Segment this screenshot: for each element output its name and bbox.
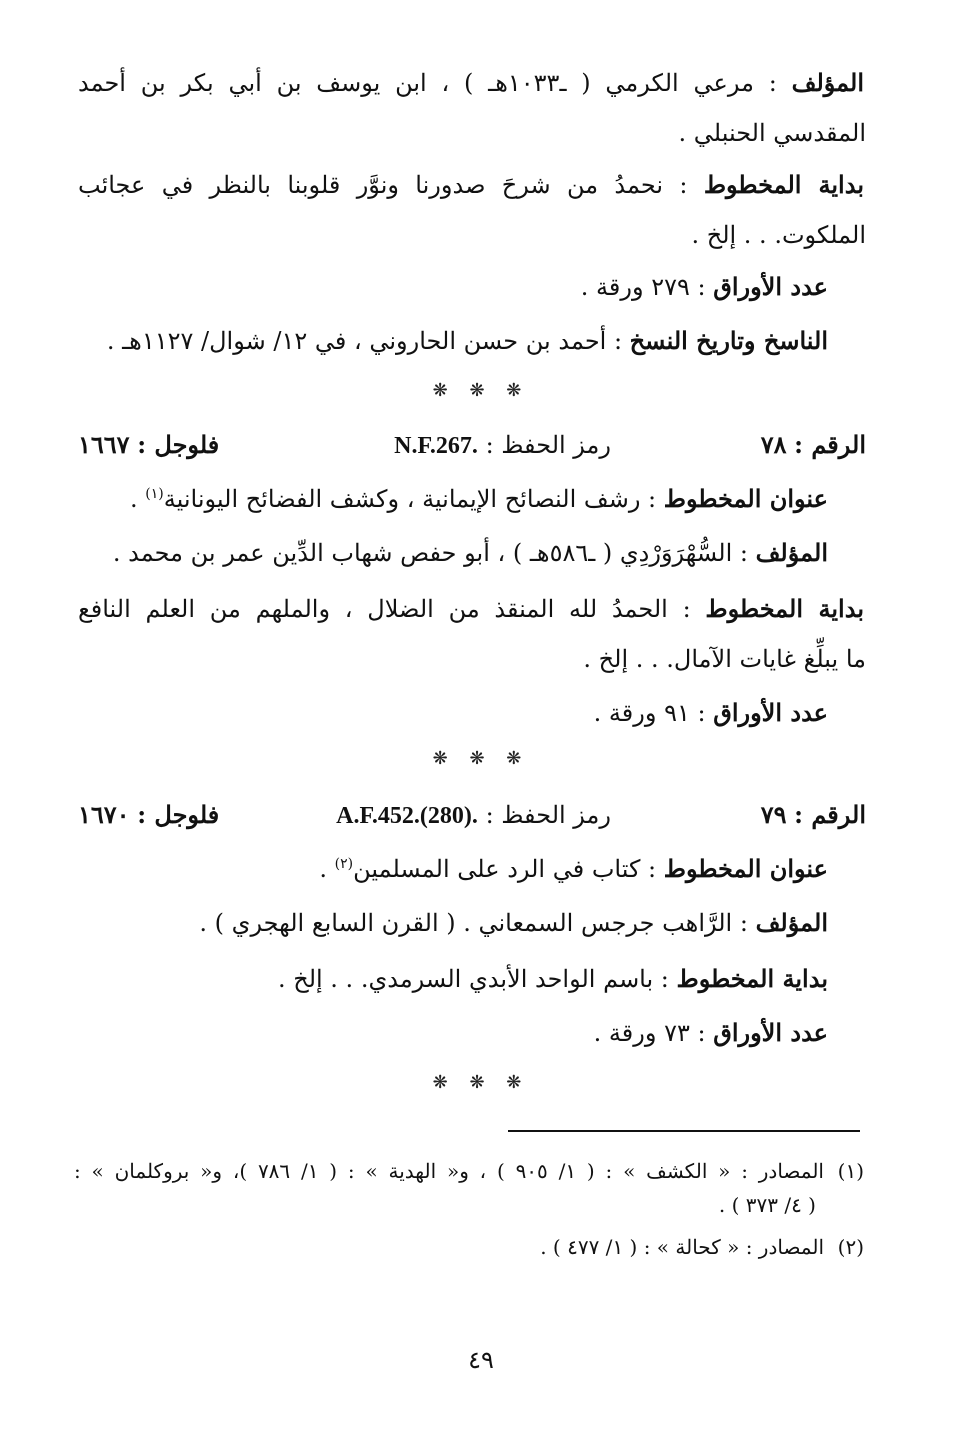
incipit-value: نحمدُ من شرحَ صدورنا ونوَّر قلوبنا بالنظر في عجائب: [78, 171, 664, 199]
entry79-header-row: [78, 798, 866, 832]
footnote-ref-2: (٢): [334, 856, 354, 872]
entry77-folios: عدد الأوراق : ٢٧٩ ورقة .: [580, 272, 828, 301]
entry78-header-row: [78, 428, 866, 462]
entry78-folios: عدد الأوراق : ٩١ ورقة .: [593, 698, 828, 727]
copyist-value: أحمد بن حسن الحاروني ، في ١٢/ شوال/ ١١٢٧هـ .: [106, 327, 607, 355]
folios-value: ٢٧٩ ورقة .: [580, 273, 690, 301]
footnote-ref-1: (١): [145, 486, 164, 502]
entry77-author-line2: المقدسي الحنبلي .: [678, 119, 866, 147]
entry78-author: المؤلف : السُّهْرَوَرْدِي ( ـ٥٨٦هـ ) ، أبو حفص شهاب الدِّين عمر بن محمد .: [112, 538, 828, 567]
footnote-2: (٢)المصادر : « كحالة » : ( ١/ ٤٧٧ ) .: [74, 1232, 864, 1262]
author-label: المؤلف: [791, 68, 865, 97]
entry79-author: المؤلف : الرَّاهب جرجس السمعاني . ( القرن السابع الهجري ) .: [199, 908, 828, 937]
separator: ❋ ❋ ❋: [432, 380, 530, 401]
author-value: مرعي الكرمي ( ـ١٠٣٣هـ ) ، ابن يوسف بن أبي بكر بن أحمد: [78, 69, 754, 97]
entry77-copyist: الناسخ وتاريخ النسخ : أحمد بن حسن الحاروني ، في ١٢/ شوال/ ١١٢٧هـ .: [106, 326, 828, 355]
separator: ❋ ❋ ❋: [432, 1072, 530, 1093]
page-number: ٤٩: [468, 1346, 494, 1374]
incipit-label: بداية المخطوط: [703, 170, 864, 199]
footnote-1-line1: (١)المصادر : « الكشف » : ( ١/ ٩٠٥ ) ، و« الهدية » : ( ١/ ٧٨٦ )، و« بروكلمان » :: [74, 1156, 864, 1186]
entry78-shelfmark: رمز الحفظ : N.F.267.: [394, 431, 611, 459]
separator: ❋ ❋ ❋: [432, 748, 530, 769]
footnote-1-number: (١): [837, 1159, 864, 1183]
entry79-title: عنوان المخطوط : كتاب في الرد على المسلمين$^{(٢)}$ .: [319, 854, 828, 883]
entry77-author-line1: المؤلف : مرعي الكرمي ( ـ١٠٣٣هـ ) ، ابن يوسف بن أبي بكر بن أحمد: [78, 68, 865, 97]
entry79-number: الرقم : ٧٩: [760, 800, 866, 829]
entry78-flugel: فلوجل : ١٦٦٧: [78, 430, 220, 459]
entry79-flugel: فلوجل : ١٦٧٠: [78, 800, 220, 829]
entry78-title: عنوان المخطوط : رشف النصائح الإيمانية ، وكشف الفضائح اليونانية$^{(١)}$ .: [129, 484, 828, 513]
copyist-label: الناسخ وتاريخ النسخ: [629, 326, 828, 355]
entry78-incipit-line1: بداية المخطوط : الحمدُ لله المنقذ من الضلال ، والملهم من العلم النافع: [78, 594, 864, 623]
entry78-incipit-line2: ما يبلِّغ غايات الآمال. . . إلخ .: [583, 645, 866, 673]
footnote-1-line2: ( ٤/ ٣٧٣ ) .: [718, 1193, 816, 1217]
footnote-rule: [508, 1130, 860, 1132]
entry79-folios: عدد الأوراق : ٧٣ ورقة .: [593, 1018, 828, 1047]
entry78-number: الرقم : ٧٨: [760, 430, 866, 459]
entry79-incipit: بداية المخطوط : باسم الواحد الأبدي السرمدي. . . إلخ .: [277, 964, 828, 993]
entry77-incipit-line1: بداية المخطوط : نحمدُ من شرحَ صدورنا ونوَّر قلوبنا بالنظر في عجائب: [78, 170, 864, 199]
entry79-shelfmark: رمز الحفظ : A.F.452.(280).: [336, 801, 611, 829]
entry77-incipit-line2: الملكوت. . . إلخ .: [691, 221, 866, 249]
folios-label: عدد الأوراق: [713, 272, 828, 301]
footnote-2-number: (٢): [837, 1235, 864, 1259]
